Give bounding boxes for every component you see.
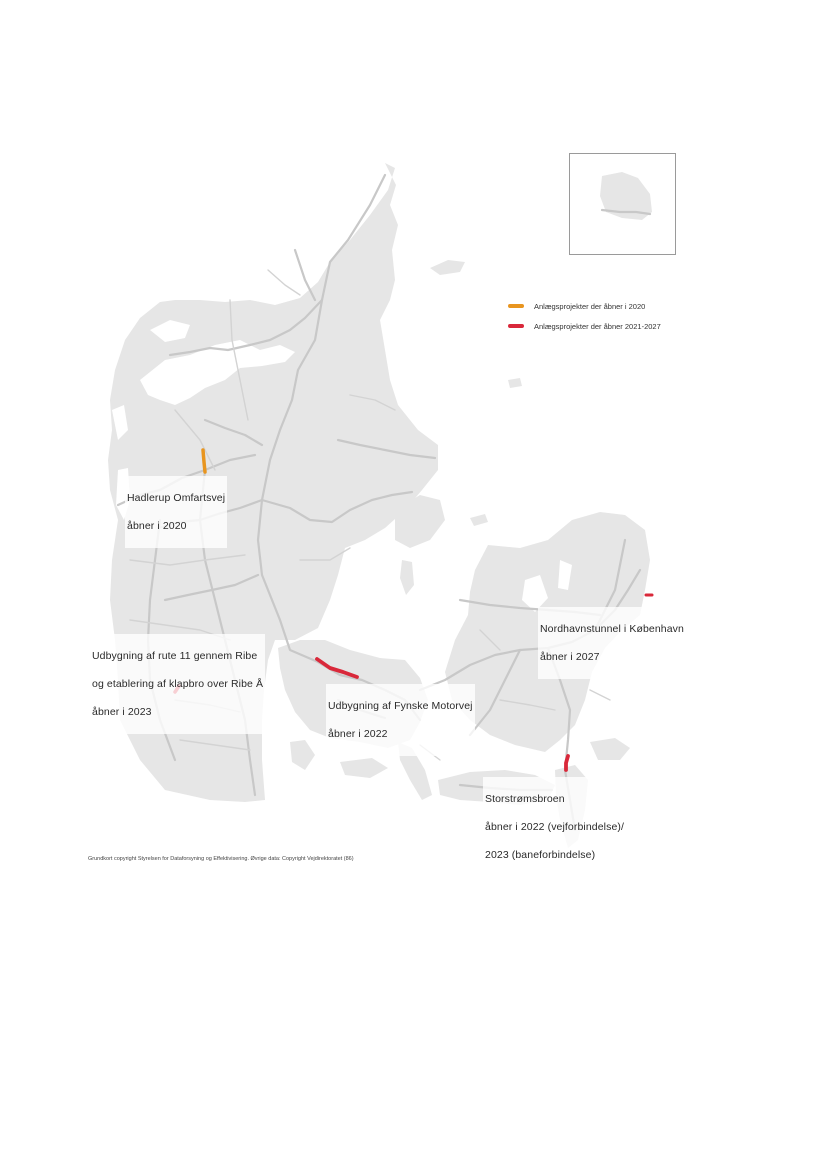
- label-storstroem-line-2: åbner i 2022 (vejforbindelse)/: [485, 821, 624, 833]
- legend-swatch-2020: [508, 304, 524, 308]
- label-hadlerup-line-1: Hadlerup Omfartsvej: [127, 492, 226, 504]
- label-ribe-line-3: åbner i 2023: [92, 706, 152, 718]
- label-storstroem-line-3: 2023 (baneforbindelse): [485, 849, 596, 861]
- bornholm-inset: [569, 153, 676, 255]
- label-storstroem: [483, 777, 626, 877]
- label-storstroem-line-1: Storstrømsbroen: [485, 793, 565, 805]
- label-nordhavn: [538, 607, 686, 679]
- bornholm-map: [570, 154, 677, 256]
- als: [290, 740, 315, 770]
- map-credit: Grundkort copyright Styrelsen for Dataforsyning og Effektivisering. Øvrige data: Copyright Vejdirektoratet (86): [88, 856, 354, 862]
- laesoe: [430, 260, 465, 275]
- label-hadlerup: [125, 476, 227, 548]
- legend-label-2021-2027: Anlægsprojekter der åbner 2021-2027: [534, 321, 661, 331]
- label-nordhavn-line-2: åbner i 2027: [540, 651, 600, 663]
- label-ribe-line-1: Udbygning af rute 11 gennem Ribe: [92, 650, 258, 662]
- legend-label-2020: Anlægsprojekter der åbner i 2020: [534, 301, 646, 311]
- aeroe: [340, 758, 388, 778]
- label-hadlerup-line-2: åbner i 2020: [127, 520, 187, 532]
- hadlerup-project-segment: [203, 450, 205, 472]
- label-ribe-line-2: og etablering af klapbro over Ribe Å: [92, 678, 264, 690]
- label-fynske-line-2: åbner i 2022: [328, 728, 388, 740]
- legend-item-2021-2027: [508, 316, 661, 336]
- anholt: [508, 378, 522, 388]
- legend-item-2020: [508, 296, 661, 316]
- label-nordhavn-line-1: Nordhavnstunnel i København: [540, 623, 684, 635]
- moen: [590, 738, 630, 760]
- sejeroe: [470, 514, 488, 526]
- label-fynske: [326, 684, 475, 756]
- label-ribe: [90, 634, 265, 734]
- legend-swatch-2021-2027: [508, 324, 524, 328]
- storstroem-project-segment: [566, 756, 568, 770]
- legend: [508, 296, 661, 336]
- samsoe: [400, 560, 414, 595]
- label-fynske-line-1: Udbygning af Fynske Motorvej: [328, 700, 473, 712]
